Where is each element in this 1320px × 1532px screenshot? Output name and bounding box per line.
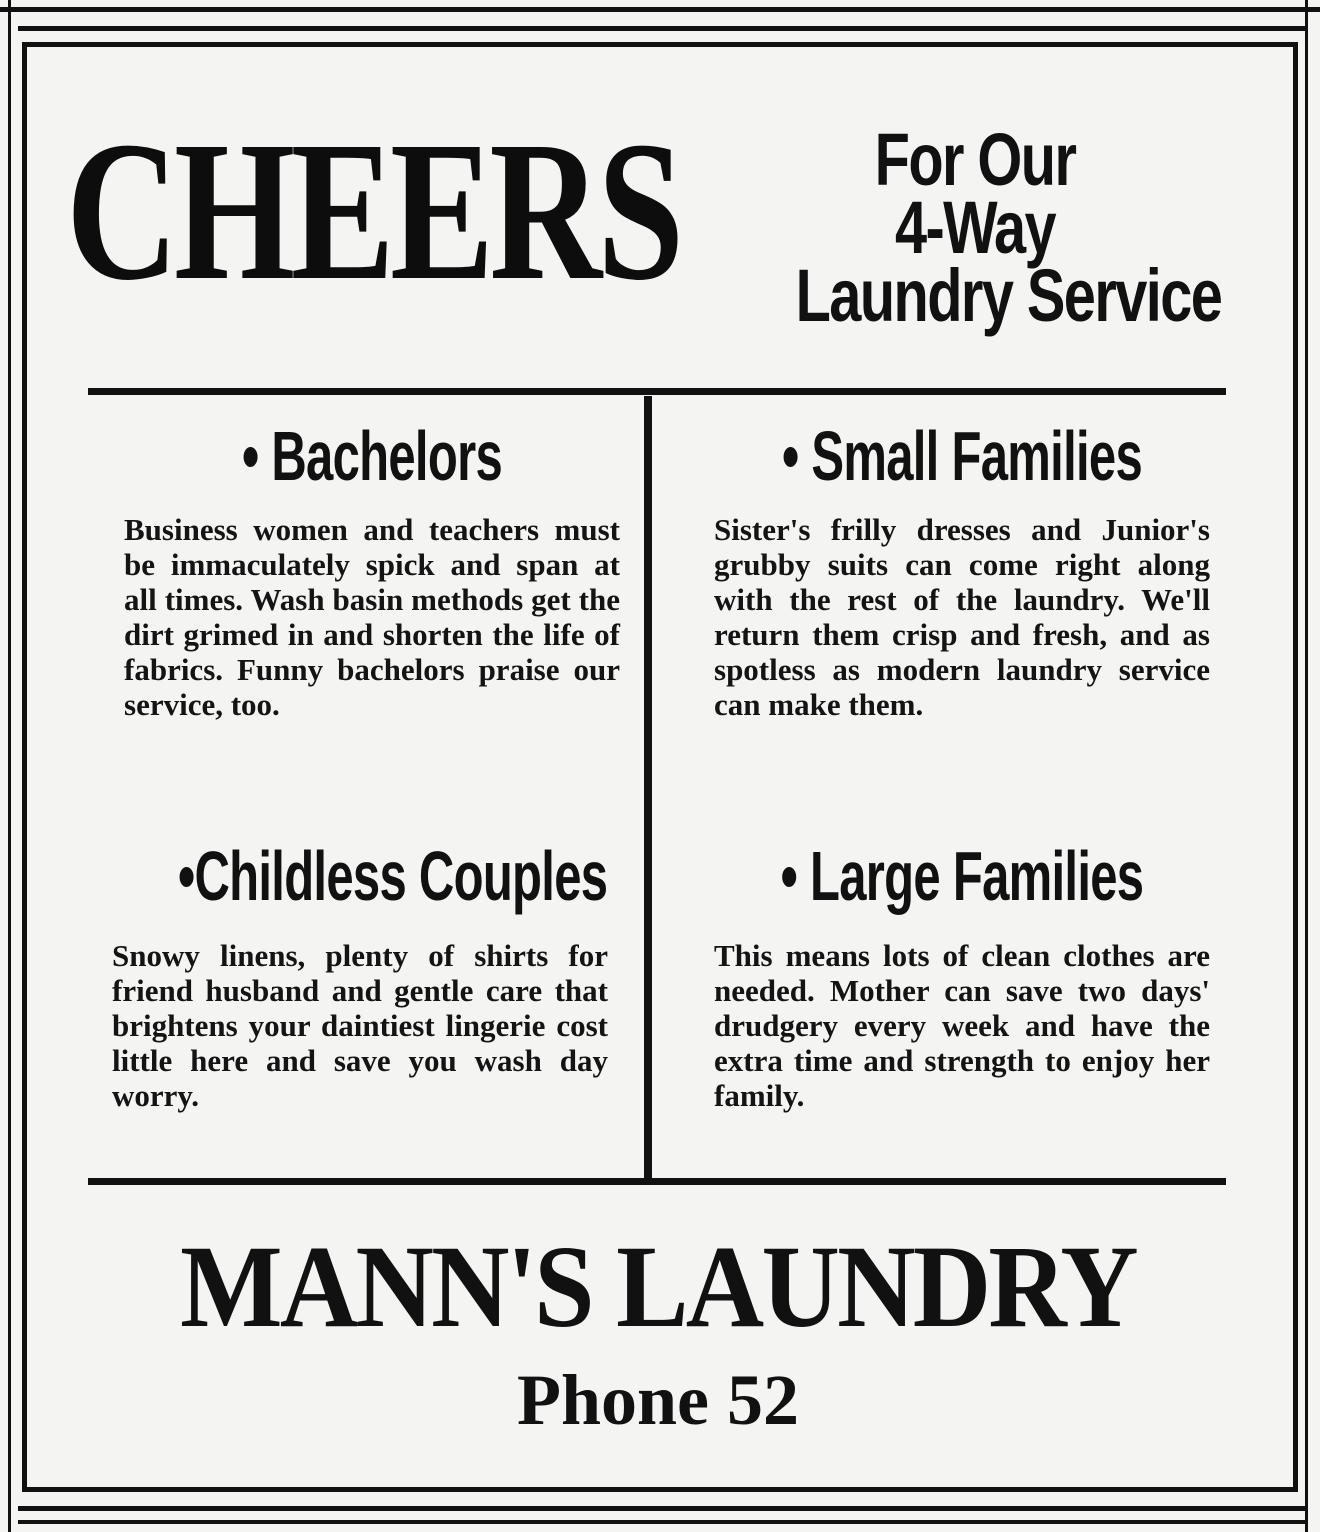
section-small-families bbox=[702, 418, 1222, 722]
section-title: • Small Families bbox=[781, 417, 1143, 495]
business-name: MANN'S LAUNDRY bbox=[180, 1221, 1136, 1352]
top-border-rule bbox=[0, 0, 1320, 12]
section-title: • Large Families bbox=[780, 837, 1144, 915]
tagline-line-1: For Our bbox=[874, 118, 1076, 201]
section-divider-bottom bbox=[88, 1178, 1226, 1185]
section-childless-couples bbox=[100, 838, 620, 1113]
section-body: Business women and teachers must be immaculately spick and span at all times. Wash basin methods get the dirt grimed in and shorten the life of fabrics. Funny bachelors praise our service, too. bbox=[124, 512, 620, 722]
right-edge-rule bbox=[1305, 0, 1308, 1532]
phone-number: Phone 52 bbox=[516, 1360, 800, 1440]
section-large-families bbox=[702, 838, 1222, 1113]
section-title: •Childless Couples bbox=[178, 837, 608, 915]
tagline bbox=[795, 118, 1222, 337]
headline: CHEERS bbox=[66, 101, 680, 322]
tagline-line-3: Laundry Service bbox=[795, 254, 1222, 337]
top-inner-rule bbox=[18, 26, 1308, 31]
bottom-border-rule bbox=[18, 1520, 1308, 1524]
tagline-line-2: 4-Way bbox=[894, 186, 1056, 269]
section-body: Sister's frilly dresses and Junior's grubby suits can come right along with the rest of the laundry. We'll return them crisp and fresh, and as spotless as modern laundry service can make them. bbox=[714, 512, 1210, 722]
section-bachelors bbox=[112, 418, 632, 722]
section-body: This means lots of clean clothes are needed. Mother can save two days' drudgery every week and have the extra time and strength to enjoy her family. bbox=[714, 938, 1210, 1113]
column-divider bbox=[644, 396, 652, 1178]
left-edge-rule bbox=[8, 0, 11, 1532]
section-title: • Bachelors bbox=[241, 417, 503, 495]
section-body: Snowy linens, plenty of shirts for friend husband and gentle care that brightens your daintiest lingerie cost little here and save you wash day worry. bbox=[112, 938, 608, 1113]
section-divider-top bbox=[88, 388, 1226, 395]
bottom-inner-rule bbox=[18, 1506, 1308, 1511]
